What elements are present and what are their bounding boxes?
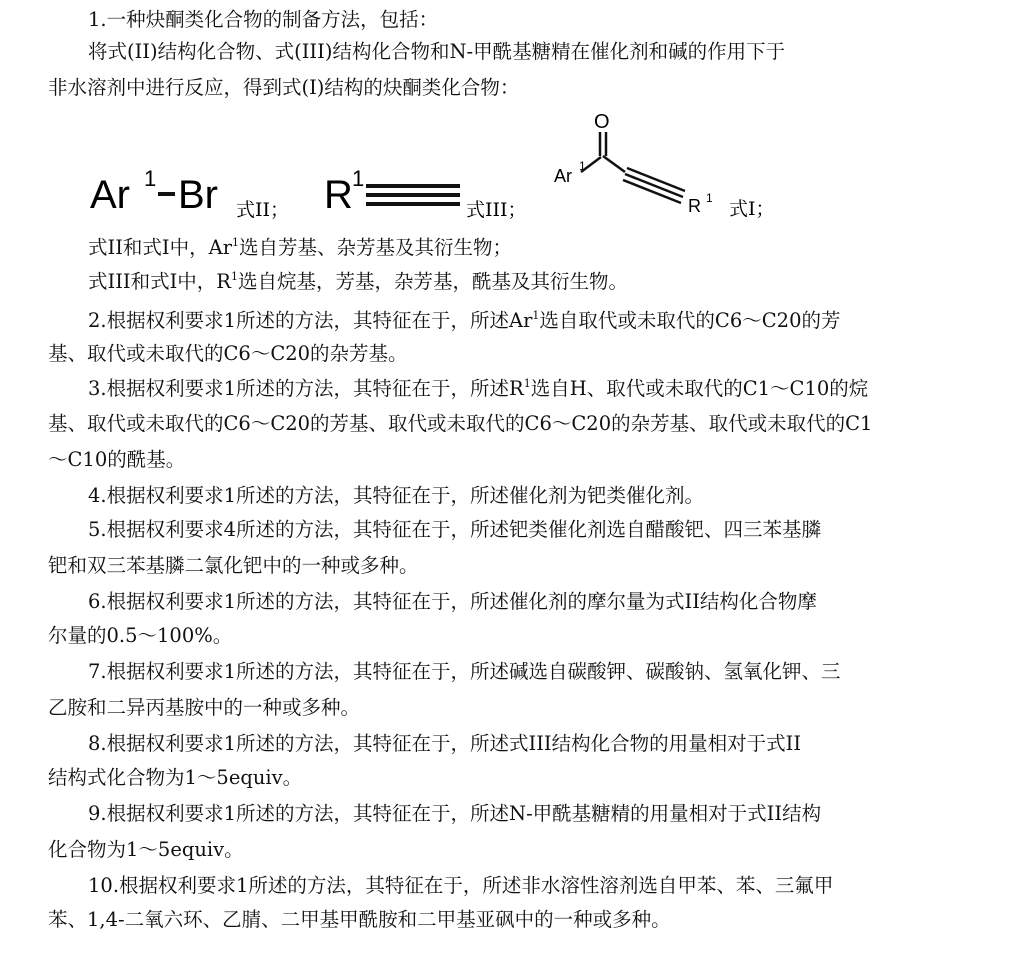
c2-superscript: 1 bbox=[532, 309, 540, 322]
c3-pre: 3.根据权利要求1所述的方法，其特征在于，所述R bbox=[88, 377, 524, 400]
claim-10-line-2: 苯、1,4-二氧六环、乙腈、二甲基甲酰胺和二甲基亚砜中的一种或多种。 bbox=[48, 908, 671, 931]
claim-2-line-1 bbox=[88, 307, 840, 338]
c3-post: 选自H、取代或未取代的C1～C10的烷 bbox=[530, 377, 869, 400]
claim-5-line-1: 5.根据权利要求4所述的方法，其特征在于，所述钯类催化剂选自醋酸钯、四三苯基膦 bbox=[88, 518, 822, 541]
claim-3-line-1 bbox=[88, 375, 868, 406]
formula-i-oxygen: O bbox=[594, 111, 610, 133]
def-r-superscript: 1 bbox=[231, 270, 238, 283]
reaction-structures bbox=[48, 108, 1022, 230]
c2-post: 选自取代或未取代的C6～C20的芳 bbox=[539, 309, 841, 332]
claim-3-line-2: 基、取代或未取代的C6～C20的芳基、取代或未取代的C6～C20的杂芳基、取代或未取代的C1 bbox=[48, 412, 873, 435]
def-r-post: 选自烷基，芳基，杂芳基，酰基及其衍生物。 bbox=[238, 270, 629, 293]
claim-1-heading: 1.一种炔酮类化合物的制备方法，包括： bbox=[88, 8, 439, 31]
formula-ii-label: 式II； bbox=[236, 199, 290, 221]
def-ar-superscript: 1 bbox=[232, 236, 240, 249]
formula-i-ar-superscript: 1 bbox=[579, 159, 586, 173]
formula-iii-r-superscript: 1 bbox=[352, 166, 365, 191]
c2-pre: 2.根据权利要求1所述的方法，其特征在于，所述Ar bbox=[88, 309, 533, 332]
c3-superscript: 1 bbox=[523, 377, 531, 390]
def-ar-pre: 式II和式I中，Ar bbox=[88, 236, 233, 259]
def-ar-post: 选自芳基、杂芳基及其衍生物； bbox=[239, 236, 513, 259]
formula-i-label: 式I； bbox=[729, 198, 775, 220]
formula-iii-r: R bbox=[324, 173, 353, 217]
def-r-pre: 式III和式I中，R bbox=[88, 270, 231, 293]
claim-7-line-1: 7.根据权利要求1所述的方法，其特征在于，所述碱选自碳酸钾、碳酸钠、氢氧化钾、三 bbox=[88, 660, 841, 683]
structure-drawings bbox=[48, 108, 1022, 230]
claim-1-body-line-1: 将式(II)结构化合物、式(III)结构化合物和N-甲酰基糖精在催化剂和碱的作用下于 bbox=[88, 40, 786, 63]
claim-3-line-3: ～C10的酰基。 bbox=[48, 448, 186, 471]
formula-i-ketone-bond bbox=[603, 156, 625, 172]
formula-ii-ar-superscript: 1 bbox=[144, 166, 157, 191]
claim-8-line-1: 8.根据权利要求1所述的方法，其特征在于，所述式III结构化合物的用量相对于式II bbox=[88, 732, 802, 755]
claim-9-line-2: 化合物为1～5equiv。 bbox=[48, 838, 244, 861]
claim-2-line-2: 基、取代或未取代的C6～C20的杂芳基。 bbox=[48, 342, 408, 365]
claim-5-line-2: 钯和双三苯基膦二氯化钯中的一种或多种。 bbox=[48, 554, 419, 577]
claim-6-line-1: 6.根据权利要求1所述的方法，其特征在于，所述催化剂的摩尔量为式II结构化合物摩 bbox=[88, 590, 817, 613]
formula-iii-structure bbox=[324, 166, 527, 221]
formula-iii-label: 式III； bbox=[466, 199, 527, 221]
claim-10-line-1: 10.根据权利要求1所述的方法，其特征在于，所述非水溶性溶剂选自甲苯、苯、三氟甲 bbox=[88, 874, 834, 897]
claim-1-body-line-2: 非水溶剂中进行反应，得到式(I)结构的炔酮类化合物： bbox=[48, 76, 520, 99]
claim-1-definition-ar bbox=[88, 234, 512, 265]
claim-9-line-1: 9.根据权利要求1所述的方法，其特征在于，所述N-甲酰基糖精的用量相对于式II结构 bbox=[88, 802, 822, 825]
claim-6-line-2: 尔量的0.5～100%。 bbox=[48, 624, 233, 647]
claim-4: 4.根据权利要求1所述的方法，其特征在于，所述催化剂为钯类催化剂。 bbox=[88, 484, 705, 507]
claim-8-line-2: 结构式化合物为1～5equiv。 bbox=[48, 766, 303, 789]
claim-1-definition-r bbox=[88, 268, 628, 299]
formula-i-ar: Ar bbox=[554, 166, 572, 186]
formula-ii-structure bbox=[90, 166, 289, 221]
formula-i-r-superscript: 1 bbox=[706, 191, 713, 205]
claim-7-line-2: 乙胺和二异丙基胺中的一种或多种。 bbox=[48, 696, 361, 719]
formula-ii-br: Br bbox=[178, 173, 218, 217]
formula-i-structure bbox=[554, 111, 775, 220]
formula-ii-ar: Ar bbox=[90, 173, 130, 217]
formula-i-r: R bbox=[688, 196, 701, 216]
